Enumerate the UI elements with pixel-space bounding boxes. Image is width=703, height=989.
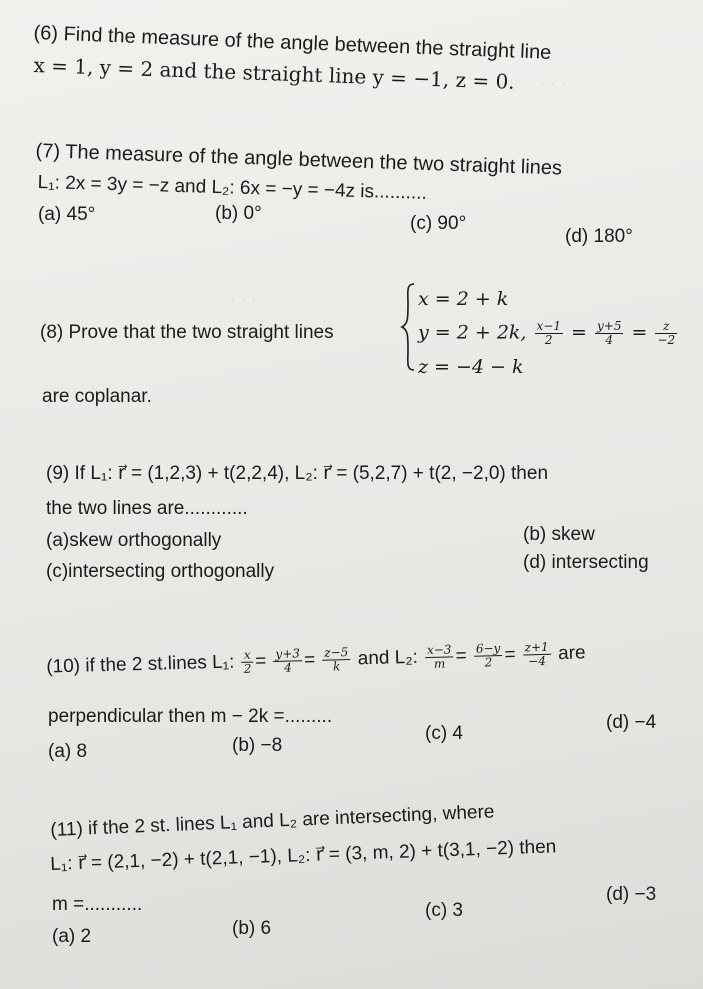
q10-fraction-a-den: 2	[243, 661, 252, 676]
q8-fraction-1-num: x−1	[536, 319, 561, 333]
q9-option-b: (b) skew	[523, 524, 595, 545]
q11-option-b: (b) 6	[232, 918, 272, 939]
q7-line-2: L₁: 2x = 3y = −z and L₂: 6x = −y = −4z is..........	[37, 172, 428, 204]
q8-fraction-3-num: z	[655, 320, 677, 334]
q10-fraction-e-num: 6−y	[474, 642, 503, 657]
q10-fraction-c-num: z−5	[322, 646, 350, 661]
q8-system-x: x = 2 + k	[418, 288, 509, 310]
q8-system-z: z = −4 − k	[418, 356, 524, 378]
q11-line-2: L₁: r⃗ = (2,1, −2) + t(2,1, −1), L₂: r⃗ = (3, m, 2) + t(3,1, −2) then	[50, 836, 557, 875]
q8-lead: (8) Prove that the two straight lines	[40, 322, 334, 343]
q6-line-1: (6) Find the measure of the angle between the straight line	[33, 22, 552, 64]
q10-fraction-c-den: k	[332, 659, 341, 674]
q7-option-d: (d) 180°	[565, 226, 633, 247]
q11-option-c: (c) 3	[425, 900, 463, 921]
q10-tail: are	[557, 642, 586, 665]
q10-option-b: (b) −8	[232, 735, 283, 756]
equals-sign: =	[631, 321, 648, 344]
q11-option-a: (a) 2	[52, 926, 92, 947]
q10-line-2: perpendicular then m − 2k =.........	[48, 706, 333, 727]
q10-fraction-f-num: z+1	[523, 641, 551, 656]
q9-option-d: (d) intersecting	[523, 552, 649, 573]
q8-brace	[400, 282, 416, 377]
q8-tail: are coplanar.	[42, 386, 152, 407]
q10-fraction-c	[322, 646, 351, 674]
q8-fraction-1	[535, 320, 563, 347]
q10-fraction-f-den: −4	[528, 653, 547, 669]
q10-lead: (10) if the 2 st.lines L₁:	[46, 651, 235, 678]
q11-line-1: (11) if the 2 st. lines L₁ and L₂ are intersecting, where	[50, 801, 495, 841]
q9-line-2: the two lines are............	[46, 498, 248, 519]
q10-mid: and L₂:	[357, 646, 419, 670]
q7-option-a: (a) 45°	[38, 204, 96, 225]
q9-line-1: (9) If L₁: r⃗ = (1,2,3) + t(2,2,4), L₂: r⃗ = (5,2,7) + t(2, −2,0) then	[46, 463, 549, 484]
q10-option-d: (d) −4	[606, 712, 657, 733]
q9-option-c: (c)intersecting orthogonally	[46, 561, 275, 582]
q10-fraction-d	[425, 643, 454, 671]
q8-fraction-3	[655, 320, 677, 347]
q10-fraction-e	[474, 642, 503, 670]
q10-fraction-b-den: 4	[284, 660, 293, 675]
q10-option-c: (c) 4	[425, 723, 463, 744]
q8-fraction-1-den: 2	[544, 333, 553, 347]
q10-fraction-d-den: m	[433, 656, 446, 671]
q10-fraction-d-num: x−3	[425, 643, 454, 658]
equals-sign: =	[571, 321, 587, 344]
q10-fraction-e-den: 2	[484, 655, 493, 670]
q8-fraction-2-den: 4	[605, 333, 614, 347]
q10-fraction-a	[241, 649, 253, 676]
q7-line-1: (7) The measure of the angle between the two straight lines	[35, 140, 563, 180]
q7-option-b: (b) 0°	[215, 203, 262, 224]
q8-system-y-label: y = 2 + 2k,	[418, 321, 527, 344]
q10-fraction-f	[523, 641, 552, 669]
q10-line-1: (10) if the 2 st.lines L₁: $\frac{x}{2}$ = $\frac{y+3}{4}$ = $\frac{z-5}{k}$ and L₂: $\frac{x-3}{m}$ = $\frac{6-y}{2}$ = $\frac{z+1}{-4}$ are	[46, 639, 586, 678]
q6-line-2: x = 1, y = 2 and the straight line y = −1, z = 0.	[33, 53, 516, 94]
bleed-through-text: · · ·	[540, 74, 567, 93]
q9-option-a: (a)skew orthogonally	[46, 530, 222, 551]
q8-system-y	[418, 320, 679, 347]
q8-fraction-2	[595, 320, 623, 347]
q10-fraction-a-num: x	[241, 649, 253, 663]
q10-fraction-b-num: y+3	[273, 647, 302, 662]
q8-fraction-2-num: y+5	[597, 319, 622, 333]
left-brace-icon	[400, 282, 416, 372]
q10-fraction-b	[273, 647, 302, 675]
q11-line-3: m =...........	[52, 894, 143, 915]
q11-option-d: (d) −3	[606, 884, 657, 905]
bleed-through-text: · · ·	[230, 290, 257, 309]
q10-option-a: (a) 8	[48, 741, 88, 762]
q8-fraction-3-den: −2	[657, 333, 676, 347]
q7-option-c: (c) 90°	[410, 213, 467, 234]
